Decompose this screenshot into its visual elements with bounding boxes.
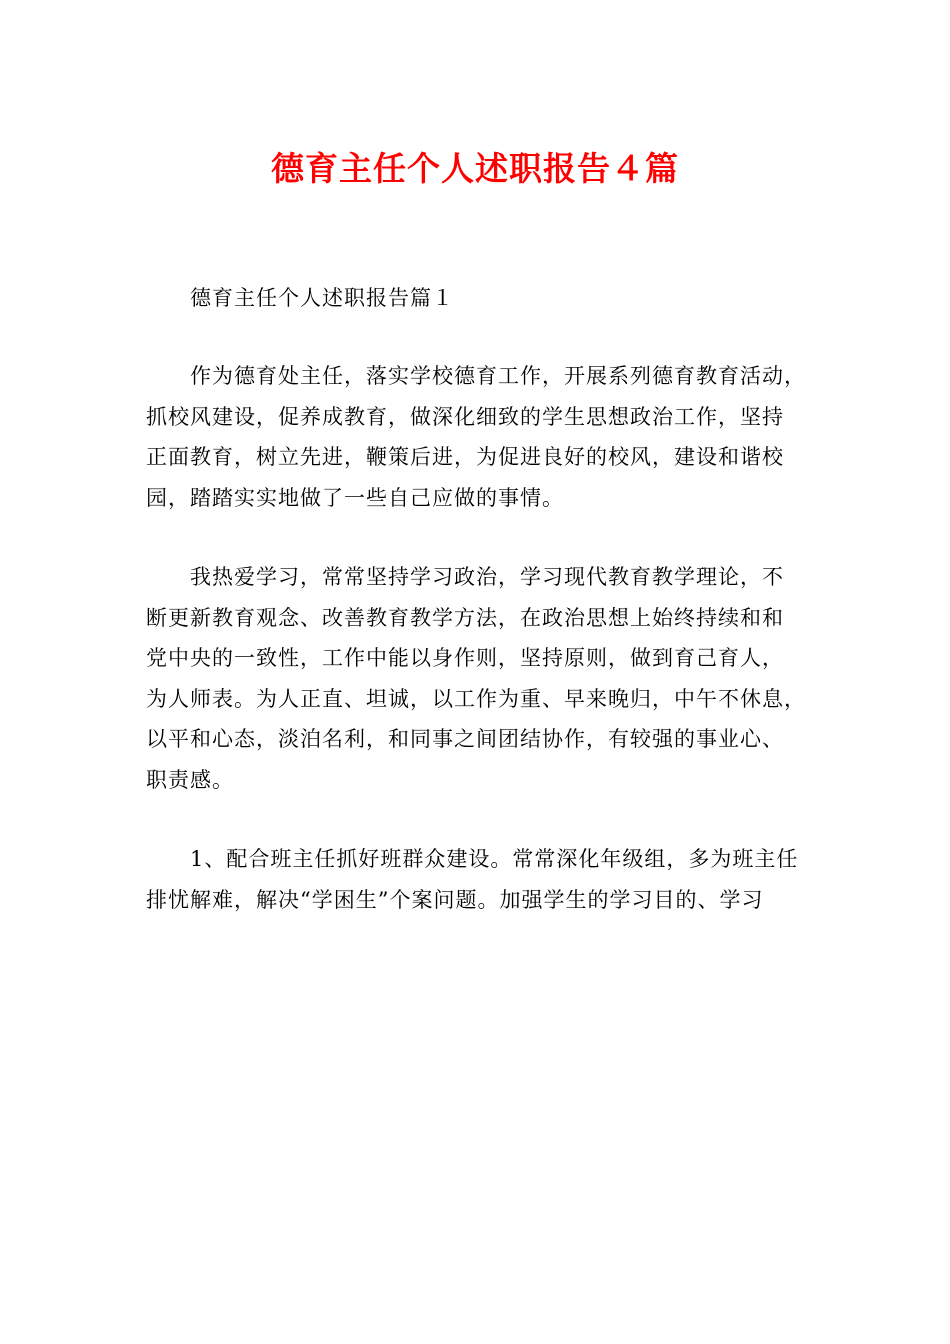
paragraph-line: 为人师表。为人正直、坦诚，以工作为重、早来晚归，中午不休息， xyxy=(146,686,806,711)
paragraph-3 xyxy=(146,839,806,920)
document-body xyxy=(146,278,806,959)
paragraph-1 xyxy=(146,356,806,518)
paragraph-line: 我热爱学习，常常坚持学习政治，学习现代教育教学理论，不 xyxy=(190,565,784,589)
paragraph-line: 1、配合班主任抓好班群众建设。常常深化年级组，多为班主任 xyxy=(190,847,799,871)
paragraph-line: 园，踏踏实实地做了一些自己应做的事情。 xyxy=(146,485,564,510)
paragraph-2 xyxy=(146,557,806,800)
paragraph-line: 职责感。 xyxy=(146,767,234,792)
document-title: 德育主任个人述职报告４篇 xyxy=(271,149,679,188)
paragraph-line: 正面教育，树立先进，鞭策后进，为促进良好的校风，建设和谐校 xyxy=(146,445,784,469)
paragraph-line: 抓校风建设，促养成教育，做深化细致的学生思想政治工作，坚持 xyxy=(146,404,784,429)
paragraph-line: 作为德育处主任，落实学校德育工作，开展系列德育教育活动， xyxy=(190,364,806,388)
section-heading: 德育主任个人述职报告篇１ xyxy=(190,286,454,310)
paragraph-line: 排忧解难，解决“学困生”个案问题。加强学生的学习目的、学习 xyxy=(146,887,764,912)
paragraph-line: 以平和心态，淡泊名利，和同事之间团结协作，有较强的事业心、 xyxy=(146,727,784,751)
paragraph-line: 断更新教育观念、改善教育教学方法，在政治思想上始终持续和和 xyxy=(146,605,784,630)
paragraph-line: 党中央的一致性，工作中能以身作则，坚持原则，做到育己育人， xyxy=(146,646,784,670)
